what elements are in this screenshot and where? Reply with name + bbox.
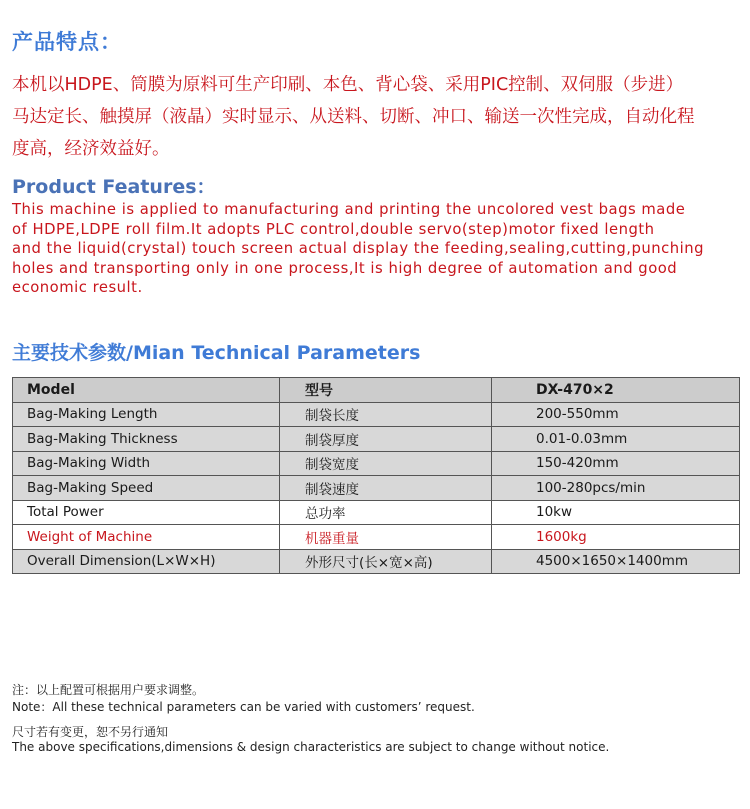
table-row: [13, 549, 740, 574]
param-name-en: Bag-Making Thickness: [13, 427, 280, 452]
param-value: 1600kg: [492, 525, 740, 550]
table-row: [13, 402, 740, 427]
features-en-line: This machine is applied to manufacturing and printing the uncolored vest bags made: [12, 201, 686, 218]
param-name-en: Weight of Machine: [13, 525, 280, 550]
features-description-en: [12, 200, 742, 298]
features-description-zh: [12, 69, 742, 165]
features-zh-line: 度高，经济效益好。: [12, 139, 170, 159]
features-title-zh: 产品特点：: [12, 30, 122, 54]
features-zh-line: 本机以HDPE、筒膜为原料可生产印刷、本色、背心袋、采用PIC控制、双伺服（步进）: [12, 75, 684, 95]
table-row: [13, 525, 740, 550]
param-name-zh: 制袋厚度: [280, 427, 492, 452]
param-name-zh: 制袋长度: [280, 402, 492, 427]
parameters-table: [12, 377, 740, 574]
table-row: [13, 500, 740, 525]
features-zh-line: 马达定长、触摸屏（液晶）实时显示、从送料、切断、冲口、输送一次性完成，自动化程: [12, 107, 695, 127]
note-zh: 注：以上配置可根据用户要求调整。: [12, 683, 205, 697]
param-name-zh: 制袋速度: [280, 476, 492, 501]
change-notice-zh: 尺寸若有变更，恕不另行通知: [12, 725, 169, 739]
param-value: 100-280pcs/min: [492, 476, 740, 501]
param-name-en: Overall Dimension(L×W×H): [13, 549, 280, 574]
param-name-zh: 制袋宽度: [280, 451, 492, 476]
param-name-en: Bag-Making Speed: [13, 476, 280, 501]
features-title-en: Product Features：: [12, 176, 216, 198]
header-cell: Model: [13, 378, 280, 403]
param-name-zh: 机器重量: [280, 525, 492, 550]
features-en-line: of HDPE,LDPE roll film.It adopts PLC control,double servo(step)motor fixed length: [12, 220, 655, 238]
parameters-title: 主要技术参数/Mian Technical Parameters: [12, 342, 421, 364]
note-en: Note：All these technical parameters can be varied with customers’ request.: [12, 700, 475, 714]
table-row: [13, 451, 740, 476]
table-header-row: [13, 378, 740, 403]
param-name-en: Bag-Making Length: [13, 402, 280, 427]
table-row: [13, 427, 740, 452]
features-en-line: economic result.: [12, 279, 143, 296]
param-name-zh: 外形尺寸(长×宽×高): [280, 549, 492, 574]
param-value: 0.01-0.03mm: [492, 427, 740, 452]
features-en-line: and the liquid(crystal) touch screen actual display the feeding,sealing,cutting,punching: [12, 240, 704, 257]
header-cell: DX-470×2: [492, 378, 740, 403]
header-cell: 型号: [280, 378, 492, 403]
param-value: 4500×1650×1400mm: [492, 549, 740, 574]
features-en-line: holes and transporting only in one process,It is high degree of automation and good: [12, 259, 678, 277]
param-value: 200-550mm: [492, 402, 740, 427]
param-value: 150-420mm: [492, 451, 740, 476]
param-value: 10kw: [492, 500, 740, 525]
param-name-en: Bag-Making Width: [13, 451, 280, 476]
table-row: [13, 476, 740, 501]
param-name-zh: 总功率: [280, 500, 492, 525]
change-notice-en: The above specifications,dimensions & design characteristics are subject to change without notice.: [12, 740, 610, 754]
param-name-en: Total Power: [13, 500, 280, 525]
